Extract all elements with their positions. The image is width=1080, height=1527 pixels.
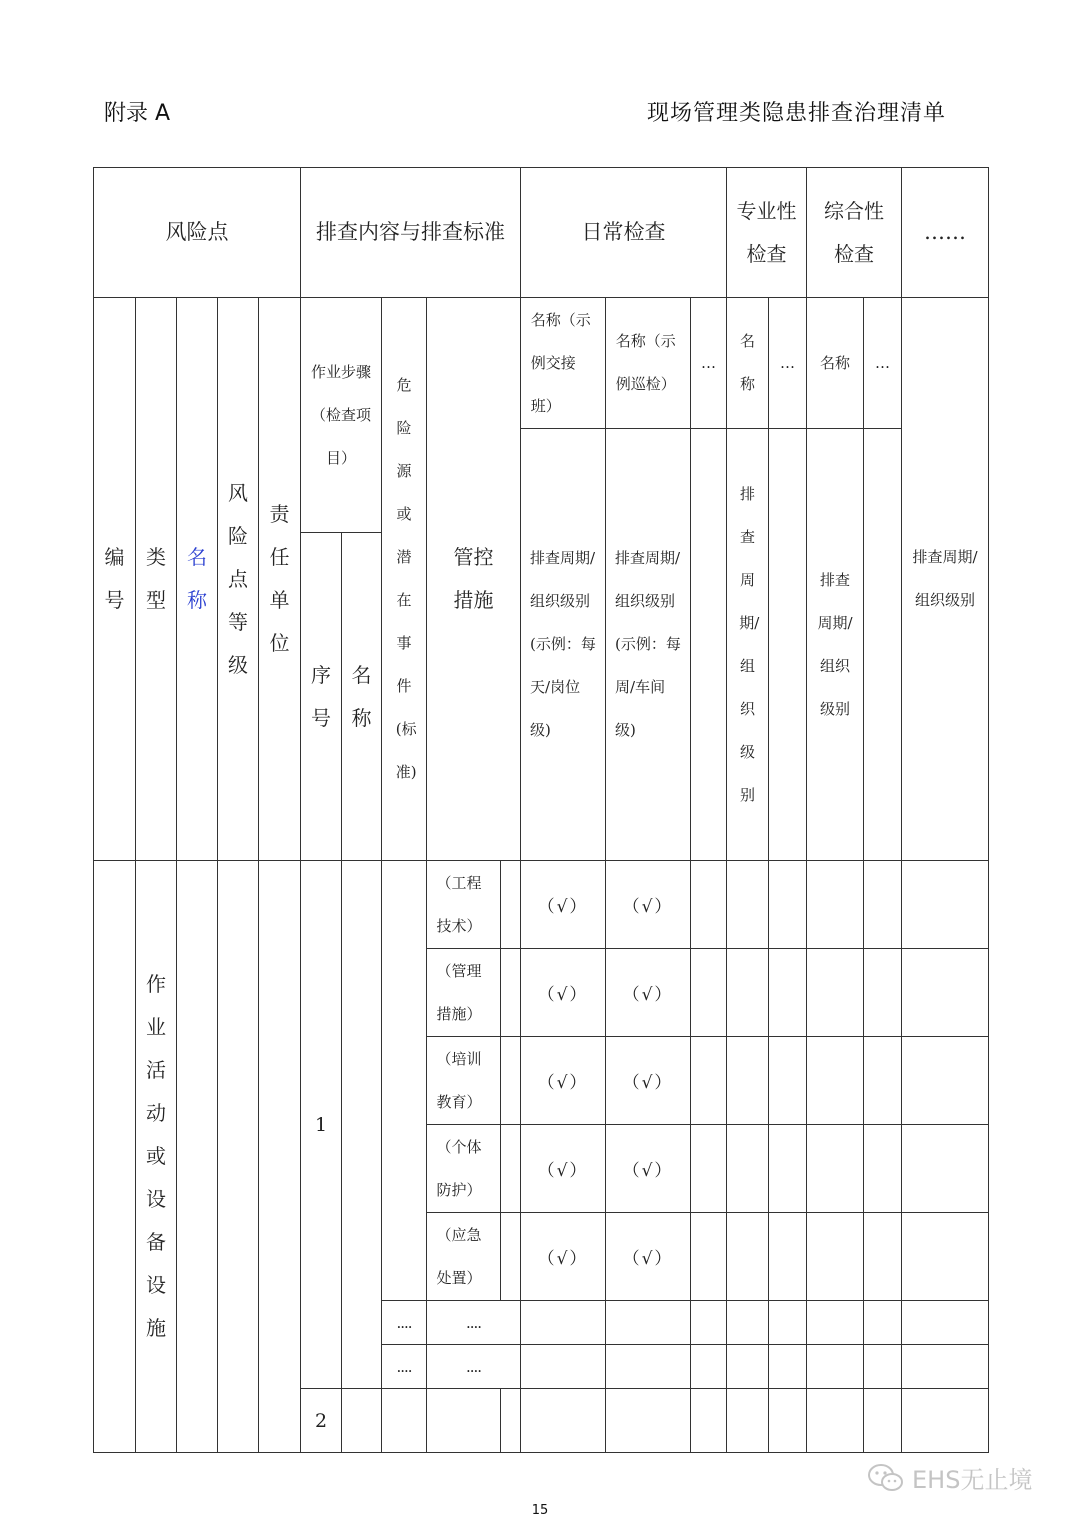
col-daily-ellipsis: …: [691, 298, 727, 429]
check-mark: （√）: [521, 1125, 606, 1213]
header-more: ……: [902, 168, 989, 298]
measure-cell: （管理措施）: [427, 949, 501, 1037]
measure-cell: （应急处置）: [427, 1213, 501, 1301]
check-mark: （√）: [521, 1213, 606, 1301]
wechat-icon: [866, 1463, 906, 1493]
check-mark: （√）: [521, 949, 606, 1037]
check-mark: （√）: [606, 1213, 691, 1301]
page-number: 15: [531, 1503, 549, 1518]
appendix-label: 附录 A: [104, 101, 171, 126]
dots-cell: ....: [382, 1301, 427, 1345]
col-hazard-source: 危险源或潜在事件(标准): [382, 298, 427, 861]
seq-1: 1: [301, 861, 342, 1389]
dots-cell: ....: [427, 1301, 521, 1345]
watermark: [866, 1460, 1032, 1495]
col-risk-level: 风险点等级: [218, 298, 259, 861]
col-period-comprehensive: 排查周期/组织级别: [807, 429, 864, 861]
check-mark: （√）: [606, 1125, 691, 1213]
col-professional-name: 名称: [727, 298, 769, 429]
header-risk-point: 风险点: [94, 168, 301, 298]
check-mark: （√）: [606, 1037, 691, 1125]
col-type: 类型: [136, 298, 177, 861]
check-mark: （√）: [521, 1037, 606, 1125]
col-period-professional: 排查周期/组织级别: [727, 429, 769, 861]
col-control-measures: 管控措施: [427, 298, 521, 861]
watermark-text: EHS无止境: [912, 1466, 1033, 1494]
col-comprehensive-name: 名称: [807, 298, 864, 429]
header-daily-check: 日常检查: [521, 168, 727, 298]
col-comprehensive-ellipsis: …: [864, 298, 902, 429]
col-name: 名称: [177, 298, 218, 861]
header-professional-check: 专业性检查: [727, 168, 807, 298]
col-daily-name-2: 名称（示例巡检）: [606, 298, 691, 429]
header-check-content: 排查内容与排查标准: [301, 168, 521, 298]
type-value: 作业活动或设备设施: [136, 861, 177, 1453]
col-daily-name-1: 名称（示例交接班）: [521, 298, 606, 429]
col-number: 编号: [94, 298, 136, 861]
dots-cell: ....: [382, 1345, 427, 1389]
col-step-name: 名称: [342, 533, 382, 861]
page-title: 现场管理类隐患排查治理清单: [646, 101, 946, 126]
check-mark: （√）: [606, 861, 691, 949]
measure-cell: （培训教育）: [427, 1037, 501, 1125]
measure-cell: （工程技术）: [427, 861, 501, 949]
col-responsible-unit: 责任单位: [259, 298, 301, 861]
col-period-daily-2: 排查周期/组织级别(示例：每周/车间级): [606, 429, 691, 861]
col-seq: 序号: [301, 533, 342, 861]
check-mark: （√）: [606, 949, 691, 1037]
col-period-daily-1: 排查周期/组织级别(示例：每天/岗位级): [521, 429, 606, 861]
seq-2: 2: [301, 1389, 342, 1453]
header-comprehensive-check: 综合性检查: [807, 168, 902, 298]
check-mark: （√）: [521, 861, 606, 949]
col-more-period: 排查周期/组织级别: [902, 298, 989, 861]
hazard-checklist-table: [93, 167, 989, 1453]
dots-cell: ....: [427, 1345, 521, 1389]
measure-cell: （个体防护）: [427, 1125, 501, 1213]
col-work-step: 作业步骤（检查项目）: [301, 298, 382, 533]
col-professional-ellipsis: …: [769, 298, 807, 429]
